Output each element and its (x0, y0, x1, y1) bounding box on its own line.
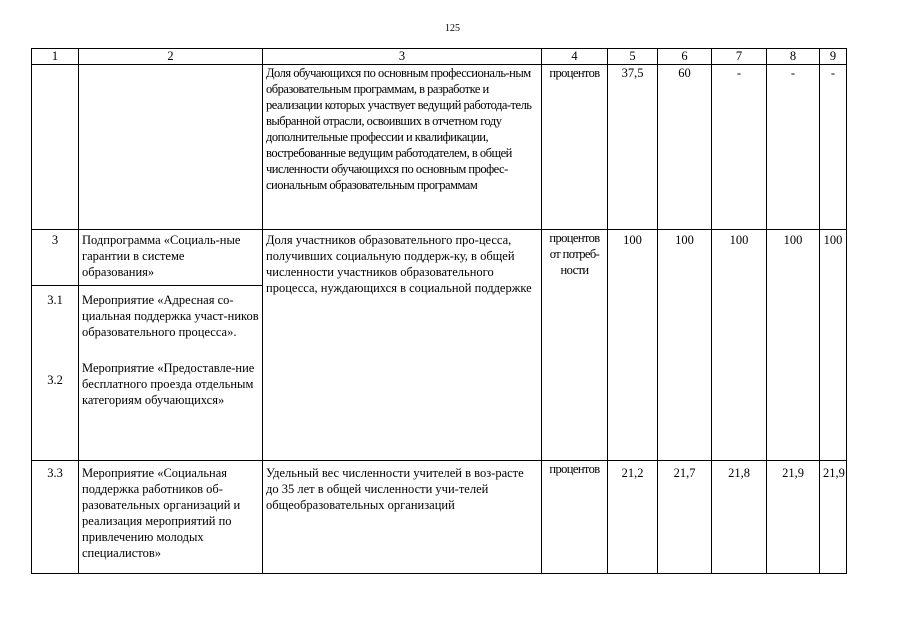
name-cell (79, 65, 263, 230)
row-number-cell (32, 65, 79, 230)
unit-cell: процентов (542, 461, 608, 574)
value-cell: 100 (820, 230, 847, 461)
column-header: 8 (767, 49, 820, 65)
value-cell: 21,9 (767, 461, 820, 574)
name-cell: Подпрограмма «Социаль-ные гарантии в системе образования» (79, 230, 263, 286)
value-cell: 37,5 (608, 65, 658, 230)
indicator-cell: Доля обучающихся по основным профессиональ-ным образовательным программам, в разработке и реализации которых участвует ведущий работода-тель выбранной отрасли, освоивших в отчетном году дополнительные профессии и квалификации, востребованные ведущим работодателем, в общей численности обучающихся по основным профес-сиональным образовательным программам (263, 65, 542, 230)
column-header: 2 (79, 49, 263, 65)
column-header: 6 (658, 49, 712, 65)
row-number-cell: 3.3 (32, 461, 79, 574)
row-number-cell (32, 286, 79, 461)
column-header: 7 (712, 49, 767, 65)
table-row (32, 65, 847, 230)
name-cell: Мероприятие «Социальная поддержка работников об-разовательных организаций и реализация мероприятий по привлечению молодых специалистов» (79, 461, 263, 574)
value-cell: - (820, 65, 847, 230)
table-row (32, 461, 847, 574)
value-cell: 21,9 (820, 461, 847, 574)
value-cell: 60 (658, 65, 712, 230)
column-header: 9 (820, 49, 847, 65)
row-number-cell: 3 (32, 230, 79, 286)
table-header-row (32, 49, 847, 65)
name-cell (79, 286, 263, 461)
value-cell: 100 (712, 230, 767, 461)
column-header: 1 (32, 49, 79, 65)
unit-cell: процентов от потреб-ности (542, 230, 608, 461)
value-cell: 21,7 (658, 461, 712, 574)
value-cell: 21,8 (712, 461, 767, 574)
indicator-cell: Доля участников образовательного про-цесса, получивших социальную поддерж-ку, в общей численности участников образовательного процесса, нуждающихся в социальной поддержке (263, 230, 542, 461)
value-cell: - (767, 65, 820, 230)
value-cell: 100 (658, 230, 712, 461)
program-indicators-table (31, 48, 847, 574)
column-header: 4 (542, 49, 608, 65)
row-number: 3.2 (47, 373, 63, 387)
activity-name: Мероприятие «Адресная со-циальная поддержка участ-ников образовательного процесса». (82, 293, 259, 339)
value-cell: - (712, 65, 767, 230)
activity-name: Мероприятие «Предоставле-ние бесплатного проезда отдельным категориям обучающихся» (82, 361, 255, 407)
column-header: 5 (608, 49, 658, 65)
indicator-cell: Удельный вес численности учителей в воз-расте до 35 лет в общей численности учи-телей общеобразовательных организаций (263, 461, 542, 574)
unit-cell: процентов (542, 65, 608, 230)
column-header: 3 (263, 49, 542, 65)
table-row (32, 230, 847, 286)
row-number: 3.1 (47, 293, 63, 307)
page-number: 125 (445, 23, 460, 34)
value-cell: 21,2 (608, 461, 658, 574)
value-cell: 100 (608, 230, 658, 461)
value-cell: 100 (767, 230, 820, 461)
